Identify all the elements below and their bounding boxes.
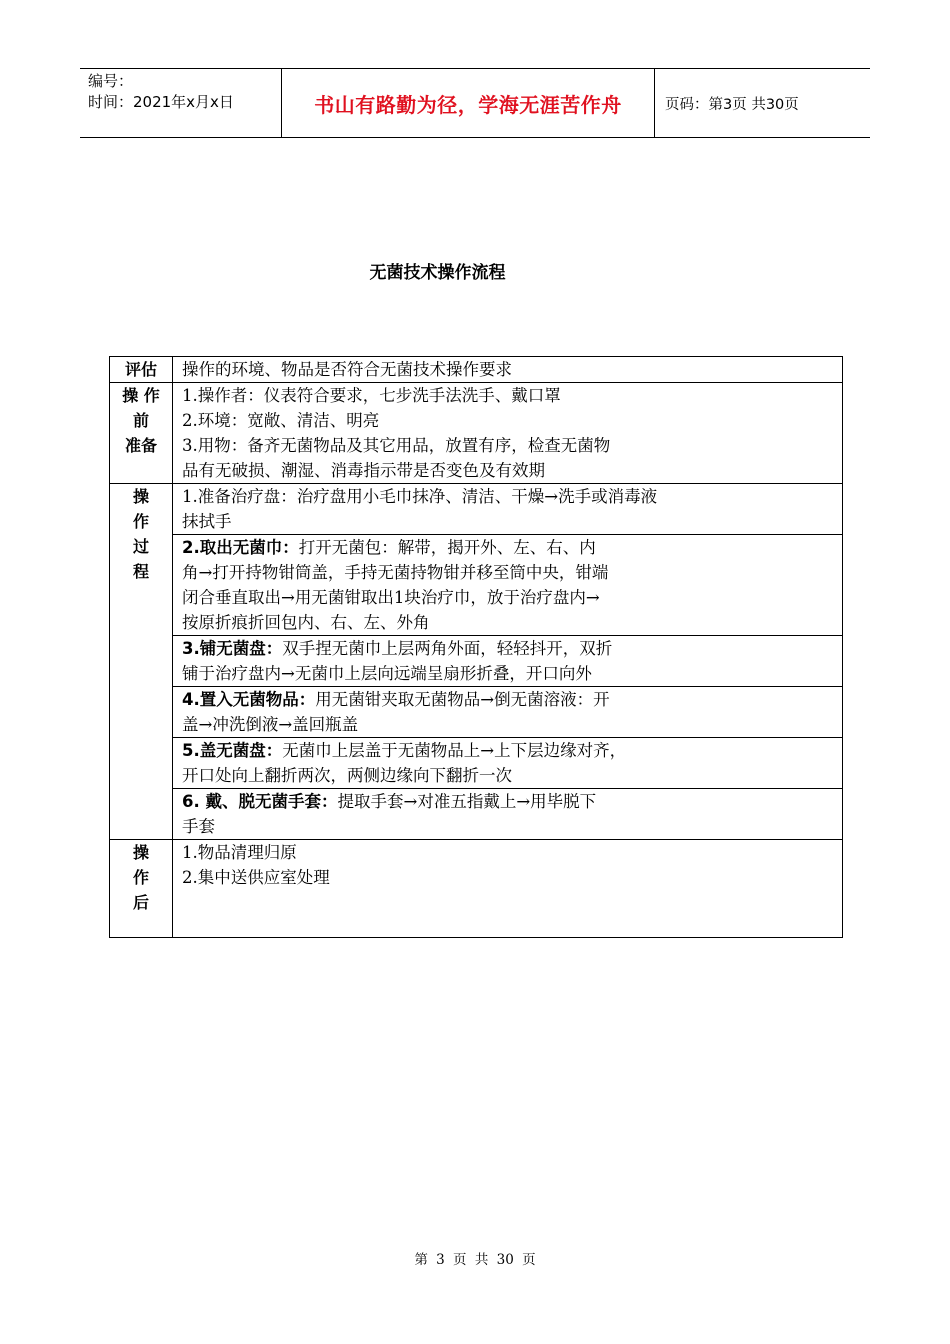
label-process-line: 作: [132, 512, 149, 531]
prep-line: 1.操作者：仪表符合要求，七步洗手法洗手、戴口罩: [182, 386, 561, 405]
step2-line: 闭合垂直取出→用无菌钳取出1块治疗巾，放于治疗盘内→: [182, 588, 600, 607]
page-footer: 第 3 页 共 30 页: [414, 1252, 536, 1268]
row-prep: [110, 383, 843, 484]
step6-text: 提取手套→对准五指戴上→用毕脱下: [337, 792, 597, 811]
step1-line: 抹拭手: [182, 512, 232, 531]
prep-line: 品有无破损、潮湿、消毒指示带是否变色及有效期: [182, 461, 545, 480]
row-process-step1: [110, 484, 843, 535]
label-process-line: 操: [132, 487, 149, 506]
step1-line: 1.准备治疗盘：治疗盘用小毛巾抹净、清洁、干燥→洗手或消毒液: [182, 487, 658, 506]
document-title: 无菌技术操作流程: [369, 263, 506, 283]
after-line: 2.集中送供应室处理: [182, 868, 330, 887]
content-prep: [173, 383, 843, 484]
row-process-step5: [110, 738, 843, 789]
step4-line: 盖→冲洗倒液→盖回瓶盖: [182, 715, 359, 734]
row-process-step4: [110, 687, 843, 738]
after-line: 1.物品清理归原: [182, 843, 297, 862]
prep-line: 2.环境：宽敞、清洁、明亮: [182, 411, 380, 430]
step3-text: 双手捏无菌巾上层两角外面，轻轻抖开，双折: [282, 639, 613, 658]
label-after: [110, 840, 173, 938]
code-label: 编号：: [88, 72, 134, 90]
content-step4: [173, 687, 843, 738]
content-eval: [173, 357, 843, 383]
label-eval: 评估: [110, 357, 173, 383]
row-process-step6: [110, 789, 843, 840]
step2-heading: 2.取出无菌巾：: [182, 538, 299, 557]
label-prep-line: 前: [132, 411, 149, 430]
content-step5: [173, 738, 843, 789]
step6-line: 手套: [182, 817, 215, 836]
step6-heading: 6. 戴、脱无菌手套：: [182, 792, 338, 811]
eval-text: 操作的环境、物品是否符合无菌技术操作要求: [182, 360, 512, 379]
label-prep: [110, 383, 173, 484]
step5-line: 开口处向上翻折两次，两侧边缘向下翻折一次: [182, 766, 512, 785]
label-after-line: 操: [132, 843, 149, 862]
prep-line: 3.用物：备齐无菌物品及其它用品，放置有序，检查无菌物: [182, 436, 611, 455]
step5-text: 无菌巾上层盖于无菌物品上→上下层边缘对齐，: [282, 741, 627, 760]
label-process-line: 过: [132, 537, 149, 556]
label-after-line: 后: [132, 893, 149, 912]
step4-text: 用无菌钳夹取无菌物品→倒无菌溶液：开: [315, 690, 610, 709]
header-meta: [80, 69, 282, 137]
step2-line: 角→打开持物钳筒盖，手持无菌持物钳并移至筒中央，钳端: [182, 563, 609, 582]
page-header: [80, 68, 870, 138]
step2-text: 打开无菌包：解带，揭开外、左、右、内: [298, 538, 596, 557]
row-after: [110, 840, 843, 938]
label-prep-line: 准备: [124, 436, 157, 455]
step3-heading: 3.铺无菌盘：: [182, 639, 283, 658]
content-after: [173, 840, 843, 938]
row-eval: [110, 357, 843, 383]
step4-heading: 4.置入无菌物品：: [182, 690, 316, 709]
label-after-line: 作: [132, 868, 149, 887]
date-label: 时间：2021年x月x日: [88, 93, 234, 111]
row-process-step2: [110, 535, 843, 636]
step2-line: 按原折痕折回包内、右、左、外角: [182, 613, 430, 632]
row-process-step3: [110, 636, 843, 687]
header-motto: 书山有路勤为径，学海无涯苦作舟: [282, 69, 655, 137]
header-page-info: 页码：第3页 共30页: [665, 96, 799, 113]
step3-line: 铺于治疗盘内→无菌巾上层向远端呈扇形折叠，开口向外: [182, 664, 592, 683]
label-process: [110, 484, 173, 840]
label-prep-line: 操 作: [122, 386, 160, 405]
content-step2: [173, 535, 843, 636]
step5-heading: 5.盖无菌盘：: [182, 741, 283, 760]
procedure-table: [109, 356, 843, 938]
content-step3: [173, 636, 843, 687]
content-step6: [173, 789, 843, 840]
content-step1: [173, 484, 843, 535]
label-process-line: 程: [132, 562, 149, 581]
